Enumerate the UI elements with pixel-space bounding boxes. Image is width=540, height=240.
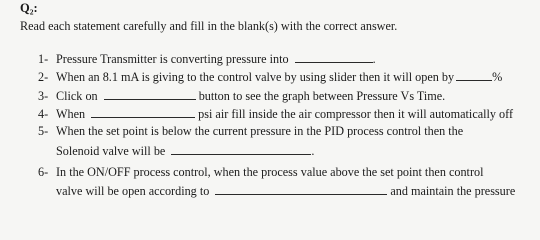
question-number: 1- <box>38 52 49 66</box>
question-item-1 <box>38 51 376 67</box>
question-text: valve will be open according to <box>56 184 210 198</box>
question-text: Click on <box>56 89 98 103</box>
question-heading: Q₂: <box>20 1 38 15</box>
question-item-6 <box>38 165 483 180</box>
question-text: Pressure Transmitter is converting pressure into <box>56 52 289 66</box>
question-item-5-continuation <box>56 143 314 159</box>
question-text-end: . <box>372 52 376 66</box>
question-text: In the ON/OFF process control, when the process value above the set point then control <box>56 165 484 179</box>
question-text-end: button to see the graph between Pressure Vs Time. <box>198 89 446 103</box>
question-text-end: psi air fill inside the air compressor then it will automatically off <box>198 107 514 121</box>
answer-blank[interactable] <box>456 69 492 81</box>
answer-blank[interactable] <box>215 183 387 195</box>
question-number: 5- <box>38 124 49 138</box>
question-text: Solenoid valve will be <box>56 144 166 158</box>
question-number: 3- <box>38 89 49 103</box>
question-item-3 <box>38 88 445 104</box>
question-item-2 <box>38 69 502 85</box>
instructions-text: Read each statement carefully and fill in the blank(s) with the correct answer. <box>20 19 398 33</box>
question-item-5 <box>38 124 463 139</box>
question-text: When <box>56 107 86 121</box>
question-text-end: . <box>311 144 315 158</box>
question-number: 6- <box>38 165 49 179</box>
question-text: When the set point is below the current pressure in the PID process control then the <box>56 124 464 138</box>
question-item-6-continuation <box>56 183 515 199</box>
question-text: When an 8.1 mA is giving to the control valve by using slider then it will open by <box>56 70 455 84</box>
question-text-end: % <box>492 70 503 84</box>
question-text-end: and maintain the pressure <box>390 184 516 198</box>
answer-blank[interactable] <box>295 51 373 63</box>
question-number: 4- <box>38 107 49 121</box>
answer-blank[interactable] <box>91 106 195 118</box>
answer-blank[interactable] <box>171 143 311 155</box>
question-number: 2- <box>38 70 49 84</box>
question-item-4 <box>38 106 513 122</box>
answer-blank[interactable] <box>104 88 196 100</box>
